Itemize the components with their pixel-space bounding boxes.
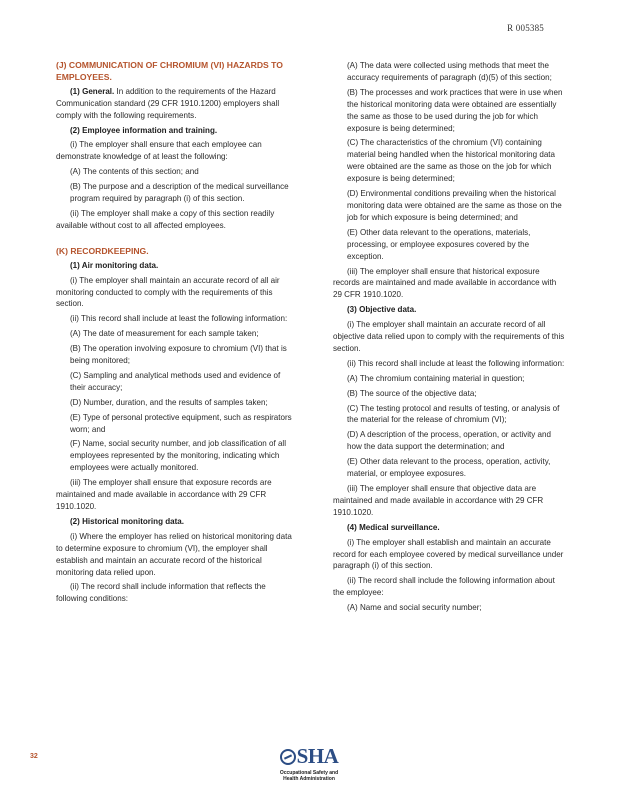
section-k-heading: (K) RECORDKEEPING. — [56, 245, 149, 256]
paragraph-k3-D: (D) A description of the process, operation, or activity and how the data support the determination; and — [347, 430, 551, 452]
osha-logo — [252, 746, 366, 782]
osha-wordmark — [280, 746, 339, 767]
osha-tagline-2: Health Administration — [283, 775, 335, 782]
paragraph-k2-ii: (ii) The record shall include information that reflects the following conditions: — [56, 582, 266, 604]
paragraph-k4-i: (i) The employer shall establish and maintain an accurate record for each employee covered by medical surveillance under paragraph (i) of this section. — [333, 537, 564, 571]
j1-text: In addition to the requirements of the Hazard Communication standard (29 CFR 1910.1200) employers shall comply with the following requirements. — [56, 86, 280, 120]
paragraph-k2-B: (B) The processes and work practices that were in use when the historical monitoring data were obtained are essentially the same as those to be used during the job for which exposure is being determined; — [347, 87, 563, 133]
paragraph-k1-i: (i) The employer shall maintain an accurate record of all air monitoring conducted to comply with the requirements of this section. — [56, 275, 280, 309]
paragraph-k1-iii: (iii) The employer shall ensure that exposure records are maintained and made available in accordance with 29 CFR 1910.1020. — [56, 478, 272, 511]
paragraph-k3-iii: (iii) The employer shall ensure that objective data are maintained and made available in accordance with 29 CFR 1910.1020. — [333, 484, 544, 517]
subheading-k2: (2) Historical monitoring data. — [70, 516, 185, 526]
paragraph-k1-B: (B) The operation involving exposure to chromium (VI) that is being monitored; — [70, 344, 287, 366]
paragraph-k2-A: (A) The data were collected using methods that meet the accuracy requirements of paragraph (d)(5) of this section; — [347, 61, 552, 82]
paragraph-k3-i: (i) The employer shall maintain an accurate record of all objective data relied upon to comply with the requirements of this section. — [333, 320, 565, 353]
paragraph-k3-C: (C) The testing protocol and results of testing, or analysis of the material for the release of chromium (VI); — [347, 403, 560, 425]
paragraph-k4-ii: (ii) The record shall include the following information about the employee: — [333, 576, 555, 598]
paragraph-j2-A: (A) The contents of this section; and — [70, 167, 199, 177]
paragraph-k1-ii: (ii) This record shall include at least the following information: — [70, 314, 288, 324]
paragraph-k1-F: (F) Name, social security number, and job classification of all employees represented by the monitoring, indicating which employees were actually monitored. — [70, 439, 287, 473]
section-j-heading: (J) COMMUNICATION OF CHROMIUM (VI) HAZARDS TO EMPLOYEES. — [56, 60, 283, 82]
paragraph-k1-E: (E) Type of personal protective equipment, such as respirators worn; and — [70, 412, 292, 434]
paragraph-k2-E: (E) Other data relevant to the operations, materials, processing, or employee exposures covered by the exception. — [347, 227, 531, 261]
right-column — [333, 60, 565, 617]
left-column — [56, 60, 292, 608]
paragraph-k1-C: (C) Sampling and analytical methods used and evidence of their accuracy; — [70, 370, 281, 392]
paragraph-k1-D: (D) Number, duration, and the results of samples taken; — [70, 397, 268, 407]
osha-emblem-icon — [280, 749, 296, 765]
document-id: R 005385 — [507, 23, 544, 33]
paragraph-k1-A: (A) The date of measurement for each sample taken; — [70, 329, 259, 339]
subheading-k1: (1) Air monitoring data. — [70, 260, 159, 270]
paragraph-k2-i: (i) Where the employer has relied on historical monitoring data to determine exposure to chromium (VI), the employer shall establish and maintain an accurate record of the historical monitoring data relied upon. — [56, 531, 292, 577]
paragraph-k2-C: (C) The characteristics of the chromium (VI) containing material being handled when the historical monitoring data were obtained are the same as those on the job for which exposure is being determined; — [347, 138, 556, 184]
subheading-j2: (2) Employee information and training. — [70, 125, 218, 135]
subheading-k4: (4) Medical surveillance. — [347, 522, 440, 532]
subheading-k3: (3) Objective data. — [347, 305, 417, 315]
paragraph-k3-E: (E) Other data relevant to the process, operation, activity, material, or employee exposures. — [347, 457, 551, 479]
paragraph-j2-B: (B) The purpose and a description of the medical surveillance program required by paragraph (i) of this section. — [70, 182, 289, 204]
paragraph-k2-iii: (iii) The employer shall ensure that historical exposure records are maintained and made available in accordance with 29 CFR 1910.1020. — [333, 266, 557, 300]
paragraph-k3-B: (B) The source of the objective data; — [347, 388, 477, 398]
paragraph-k2-D: (D) Environmental conditions prevailing when the historical monitoring data were obtained are the same as those on the job for which exposure is being determined; and — [347, 189, 562, 222]
paragraph-j2-i: (i) The employer shall ensure that each employee can demonstrate knowledge of at least the following: — [56, 140, 262, 162]
osha-tagline-1: Occupational Safety and — [279, 769, 339, 776]
page-number: 32 — [30, 753, 38, 760]
osha-word-text: SHA — [296, 744, 339, 768]
paragraph-j1 — [56, 86, 292, 122]
paragraph-k3-A: (A) The chromium containing material in question; — [347, 373, 525, 383]
paragraph-k3-ii: (ii) This record shall include at least the following information: — [347, 358, 565, 368]
j1-label: (1) General. — [70, 86, 115, 96]
paragraph-j2-ii: (ii) The employer shall make a copy of this section readily available without cost to all affected employees. — [56, 208, 275, 230]
paragraph-k4-A: (A) Name and social security number; — [347, 603, 482, 613]
